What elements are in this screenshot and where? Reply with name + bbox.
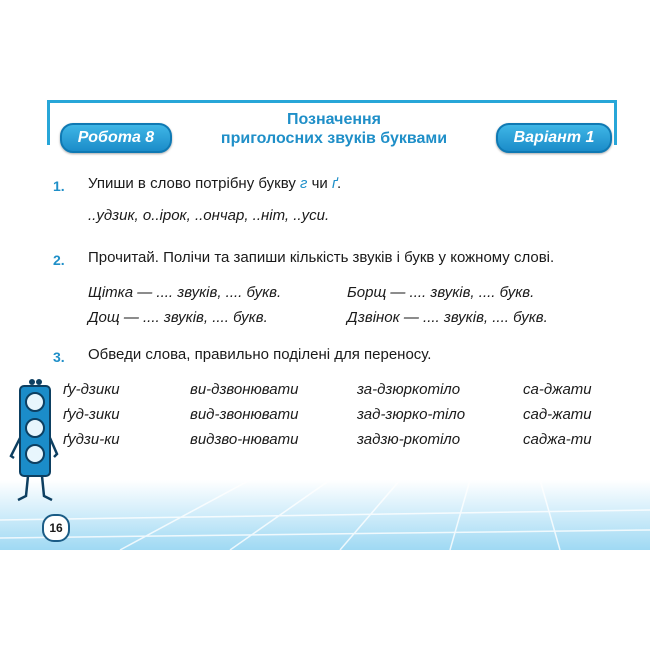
task-2-row1-right: Борщ — .... звуків, .... букв. <box>347 284 535 301</box>
task-3-number: 3. <box>53 349 65 365</box>
letter-gg: ґ <box>331 175 338 192</box>
word-col2-1[interactable]: ви-дзвонювати <box>190 381 299 398</box>
word-col1-3[interactable]: ґудзи-ки <box>63 431 120 448</box>
word-col1-1[interactable]: ґу-дзики <box>63 381 120 398</box>
task-2-instruction: Прочитай. Полічи та запиши кількість звуків і букв у кожному слові. <box>88 249 555 266</box>
frame-left-border <box>47 100 50 145</box>
page-number: 16 <box>42 514 70 542</box>
page-title <box>175 110 493 148</box>
title-line-1: Позначення <box>286 111 382 128</box>
work-number-badge: Робота 8 <box>60 123 172 153</box>
task-1-text-mid: чи <box>307 175 332 192</box>
task-1-words: ..удзик, о..ірок, ..ончар, ..ніт, ..уси. <box>88 207 330 224</box>
task-2-number: 2. <box>53 252 65 268</box>
frame-top-border <box>47 100 617 103</box>
word-col2-3[interactable]: видзво-нювати <box>190 431 299 448</box>
task-2-row2-left: Дощ — .... звуків, .... букв. <box>88 309 268 326</box>
word-col3-1[interactable]: за-дзюркотіло <box>357 381 461 398</box>
word-col4-2[interactable]: сад-жати <box>523 406 592 423</box>
word-col2-2[interactable]: вид-звонювати <box>190 406 299 423</box>
variant-badge: Варіант 1 <box>496 123 612 153</box>
task-1-text-before: Упиши в слово потрібну букву <box>88 175 300 192</box>
task-1-number: 1. <box>53 178 65 194</box>
word-col3-3[interactable]: задзю-ркотіло <box>357 431 461 448</box>
task-1-text-after: . <box>337 175 342 192</box>
frame-right-border <box>614 100 617 145</box>
bottom-grid-lines <box>0 480 650 550</box>
traffic-light-mascot-icon <box>8 378 60 508</box>
letter-g: г <box>300 175 308 192</box>
word-col4-1[interactable]: са-джати <box>523 381 592 398</box>
task-1-instruction <box>88 175 341 192</box>
word-col3-2[interactable]: зад-зюрко-тіло <box>357 406 466 423</box>
word-col1-2[interactable]: ґуд-зики <box>63 406 120 423</box>
task-3-instruction: Обведи слова, правильно поділені для переносу. <box>88 346 432 363</box>
word-col4-3[interactable]: саджа-ти <box>523 431 592 448</box>
title-line-2: приголосних звуків буквами <box>220 130 448 147</box>
task-2-row2-right: Дзвінок — .... звуків, .... букв. <box>347 309 548 326</box>
task-2-row1-left: Щітка — .... звуків, .... букв. <box>88 284 282 301</box>
